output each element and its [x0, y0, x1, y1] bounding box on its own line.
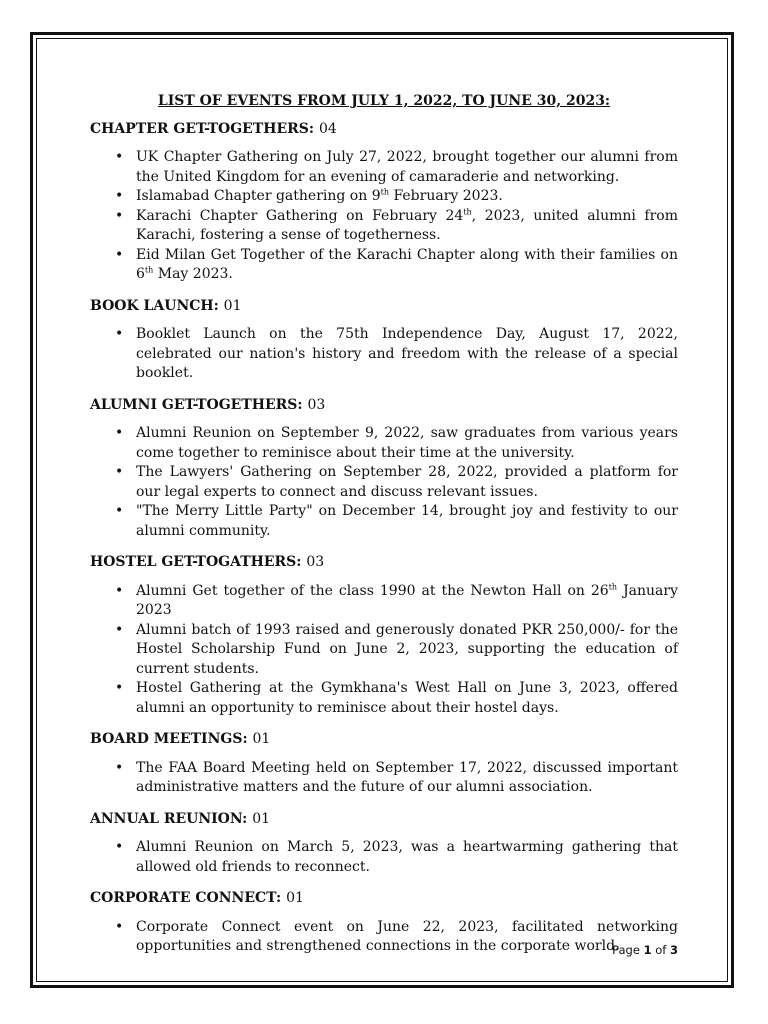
section-heading-text: CHAPTER GET-TOGETHERS:	[90, 120, 315, 137]
bullet-icon: •	[115, 188, 124, 204]
event-list	[90, 424, 678, 541]
event-text: , 2023, united alumni from Karachi, fostering a sense of togetherness.	[136, 207, 678, 243]
section-count: 01	[223, 297, 242, 314]
section-heading-text: BOARD MEETINGS:	[90, 731, 248, 747]
section-heading	[90, 297, 678, 317]
ordinal-suffix: th	[380, 187, 389, 197]
section-count: 01	[286, 890, 304, 906]
section-heading	[90, 810, 678, 830]
event-section	[90, 730, 678, 798]
event-item	[90, 424, 678, 463]
section-heading-text: BOOK LAUNCH:	[90, 297, 219, 314]
bullet-icon: •	[115, 503, 124, 519]
bullet-icon: •	[115, 839, 124, 855]
event-item	[90, 463, 678, 502]
event-item	[90, 621, 678, 680]
event-list	[90, 325, 678, 384]
event-section	[90, 297, 678, 384]
section-count: 03	[307, 396, 326, 413]
event-item	[90, 207, 678, 246]
bullet-icon: •	[115, 425, 124, 441]
event-list	[90, 918, 678, 957]
event-text: Booklet Launch on the 75th Independence Day, August 17, 2022, celebrated our nation's history and freedom with the release of a special booklet.	[136, 326, 678, 381]
bullet-icon: •	[115, 326, 124, 342]
bullet-icon: •	[115, 246, 124, 263]
document-title: LIST OF EVENTS FROM JULY 1, 2022, TO JUNE 30, 2023:	[157, 93, 611, 109]
ordinal-suffix: th	[608, 581, 618, 591]
event-list	[90, 759, 678, 798]
event-section	[90, 889, 678, 957]
section-heading	[90, 120, 678, 140]
section-count: 01	[252, 810, 271, 827]
event-list	[90, 148, 678, 285]
bullet-icon: •	[115, 680, 124, 696]
section-count: 01	[252, 731, 271, 747]
event-list	[90, 838, 678, 877]
section-heading-text: ALUMNI GET-TOGETHERS:	[90, 396, 303, 413]
event-text: The Lawyers' Gathering on September 28, 2022, provided a platform for our legal experts to connect and discuss relevant issues.	[136, 464, 678, 500]
page-footer	[612, 943, 678, 957]
bullet-icon: •	[115, 149, 124, 165]
event-text: Karachi Chapter Gathering on February 24	[136, 207, 464, 224]
event-text: Islamabad Chapter gathering on 9	[136, 188, 381, 204]
section-heading	[90, 396, 678, 416]
event-text: May 2023.	[153, 266, 233, 282]
event-text: Alumni batch of 1993 raised and generously donated PKR 250,000/- for the Hostel Scholarship Fund on June 2, 2023, supporting the education of current students.	[136, 621, 678, 677]
event-text: Alumni Reunion on September 9, 2022, saw graduates from various years come together to reminisce about their time at the university.	[136, 425, 678, 461]
event-item	[90, 187, 678, 207]
event-text: Alumni Reunion on March 5, 2023, was a heartwarming gathering that allowed old friends to reconnect.	[136, 839, 678, 875]
event-text: January 2023	[136, 582, 679, 618]
section-count: 04	[318, 120, 337, 137]
section-count: 03	[306, 554, 325, 570]
section-heading	[90, 553, 678, 573]
bullet-icon: •	[115, 621, 124, 638]
page-total: 3	[669, 943, 678, 957]
event-section	[90, 120, 678, 285]
bullet-icon: •	[115, 918, 124, 935]
section-heading-text: CORPORATE CONNECT:	[90, 890, 282, 906]
event-text: Eid Milan Get Together of the Karachi Chapter along with their families on 6	[136, 246, 678, 282]
event-list	[90, 582, 678, 719]
event-item	[90, 148, 678, 187]
bullet-icon: •	[115, 759, 124, 776]
ordinal-suffix: th	[463, 206, 472, 216]
section-heading-text: HOSTEL GET-TOGATHERS:	[90, 554, 302, 570]
bullet-icon: •	[115, 582, 124, 599]
event-item	[90, 918, 678, 957]
event-item	[90, 325, 678, 384]
event-section	[90, 396, 678, 542]
event-item	[90, 679, 678, 718]
event-text: Hostel Gathering at the Gymkhana's West Hall on June 3, 2023, offered alumni an opportunity to reminisce about their hostel days.	[136, 680, 678, 716]
event-text: The FAA Board Meeting held on September 17, 2022, discussed important administrative matters and the future of our alumni association.	[136, 759, 678, 795]
section-heading-text: ANNUAL REUNION:	[90, 810, 248, 827]
event-item	[90, 759, 678, 798]
page-label: Page	[612, 943, 640, 957]
event-text: UK Chapter Gathering on July 27, 2022, brought together our alumni from the United Kingdom for an evening of camaraderie and networking.	[136, 149, 678, 185]
event-item	[90, 502, 678, 541]
ordinal-suffix: th	[144, 265, 154, 275]
event-item	[90, 838, 678, 877]
event-sections	[90, 120, 678, 957]
document-body	[90, 92, 678, 969]
event-section	[90, 553, 678, 718]
page-of-label: of	[655, 943, 667, 957]
section-heading	[90, 889, 678, 909]
event-section	[90, 810, 678, 878]
event-item	[90, 582, 678, 621]
event-text: "The Merry Little Party" on December 14, brought joy and festivity to our alumni community.	[136, 503, 678, 539]
bullet-icon: •	[115, 464, 124, 480]
section-heading	[90, 730, 678, 750]
event-text: Corporate Connect event on June 22, 2023, facilitated networking opportunities and strengthened connections in the corporate world.	[136, 918, 678, 954]
bullet-icon: •	[115, 207, 124, 224]
event-text: February 2023.	[389, 188, 503, 204]
event-text: Alumni Get together of the class 1990 at the Newton Hall on 26	[136, 582, 609, 599]
event-item	[90, 246, 678, 285]
page-current: 1	[643, 943, 652, 957]
